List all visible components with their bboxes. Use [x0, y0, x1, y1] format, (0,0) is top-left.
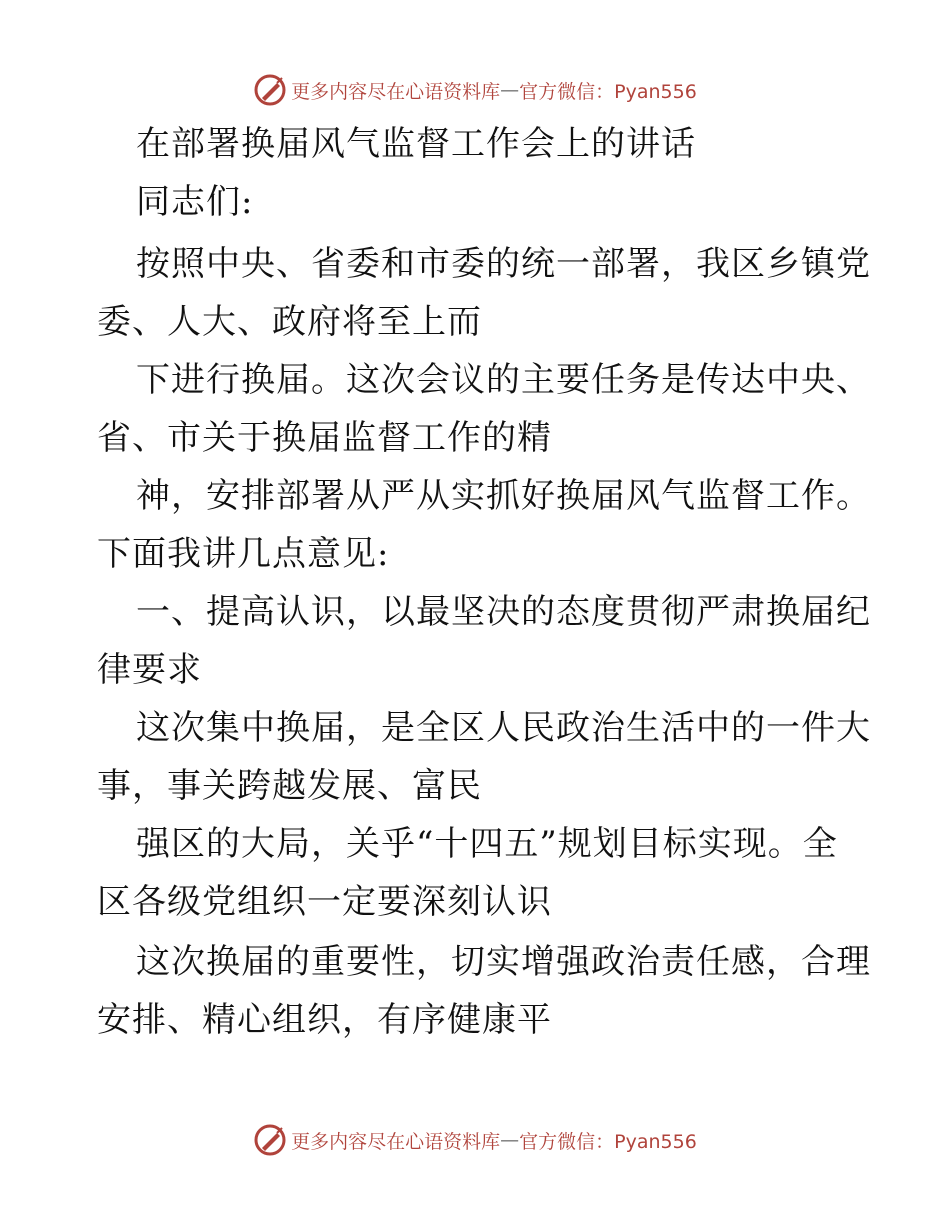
section-heading: 一、提高认识，以最坚决的态度贯彻严肃换届纪 [136, 592, 871, 632]
watermark-wechat-text: 官方微信：Pyan556 [519, 80, 697, 103]
paragraph-line: 下面我讲几点意见: [97, 534, 390, 574]
watermark-main-text: 更多内容尽在心语资料库 [291, 80, 501, 103]
document-title: 在部署换届风气监督工作会上的讲话 [136, 124, 696, 164]
paragraph-line: 神，安排部署从严从实抓好换届风气监督工作。 [136, 476, 871, 516]
paragraph-line: 强区的大局，关乎“十四五”规划目标实现。全 [136, 824, 838, 864]
paragraph-line: 下进行换届。这次会议的主要任务是传达中央、 [136, 360, 871, 400]
watermark-separator: — [500, 1129, 520, 1151]
section-heading-continued: 律要求 [97, 650, 202, 690]
watermark-main-text: 更多内容尽在心语资料库 [291, 1130, 501, 1153]
header-watermark [0, 70, 950, 110]
paragraph-line: 区各级党组织一定要深刻认识 [97, 882, 552, 922]
watermark-wechat-text: 官方微信：Pyan556 [519, 1130, 697, 1153]
quill-pen-logo-icon [253, 73, 287, 107]
paragraph-line: 安排、精心组织，有序健康平 [97, 1000, 552, 1040]
footer-watermark [0, 1120, 950, 1160]
paragraph-line: 这次换届的重要性，切实增强政治责任感，合理 [136, 942, 871, 982]
paragraph-line: 事，事关跨越发展、富民 [97, 766, 482, 806]
watermark-separator: — [500, 79, 520, 101]
paragraph-line: 这次集中换届，是全区人民政治生活中的一件大 [136, 708, 871, 748]
paragraph-line: 委、人大、政府将至上而 [97, 302, 482, 342]
quill-pen-logo-icon [253, 1123, 287, 1157]
greeting: 同志们: [136, 182, 254, 222]
paragraph-line: 按照中央、省委和市委的统一部署，我区乡镇党 [136, 244, 871, 284]
paragraph-line: 省、市关于换届监督工作的精 [97, 418, 552, 458]
